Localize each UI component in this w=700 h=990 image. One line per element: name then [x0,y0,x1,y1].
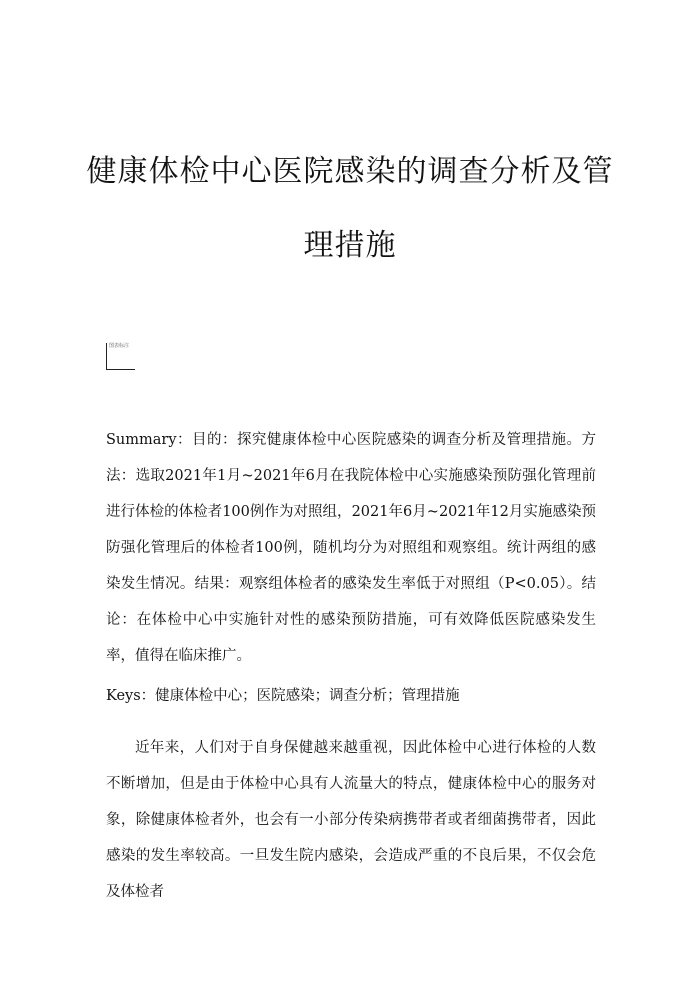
paper-title-line-1: 健康体检中心医院感染的调查分析及管 [86,154,614,189]
figure-placeholder [106,343,135,370]
keywords-line: Keys：健康体检中心；医院感染；调查分析；管理措施 [106,688,460,704]
summary-paragraph: Summary：目的：探究健康体检中心医院感染的调查分析及管理措施。方法：选取2021年1月~2021年6月在我院体检中心实施感染预防强化管理前进行体检的体检者100例作为对照组，2021年6月~2021年12月实施感染预防强化管理后的体检者100例，随机均分为对照组和观察组。统计两组的感染发生情况。结果：观察组体检者的感染发生率低于对照组（P<0.05）。结论：在体检中心中实施针对性的感染预防措施，可有效降低医院感染发生率，值得在临床推广。 [106,432,596,664]
paper-title-line-2: 理措施 [303,228,397,263]
paper-title [60,135,640,283]
figure-tag-label: 图表标注 [109,343,130,349]
intro-paragraph: 近年来，人们对于自身保健越来越重视，因此体检中心进行体检的人数不断增加，但是由于体检中心具有人流量大的特点，健康体检中心的服务对象，除健康体检者外，也会有一小部分传染病携带者或者细菌携带者，因此感染的发生率较高。一旦发生院内感染，会造成严重的不良后果，不仅会危及体检者 [106,740,596,900]
